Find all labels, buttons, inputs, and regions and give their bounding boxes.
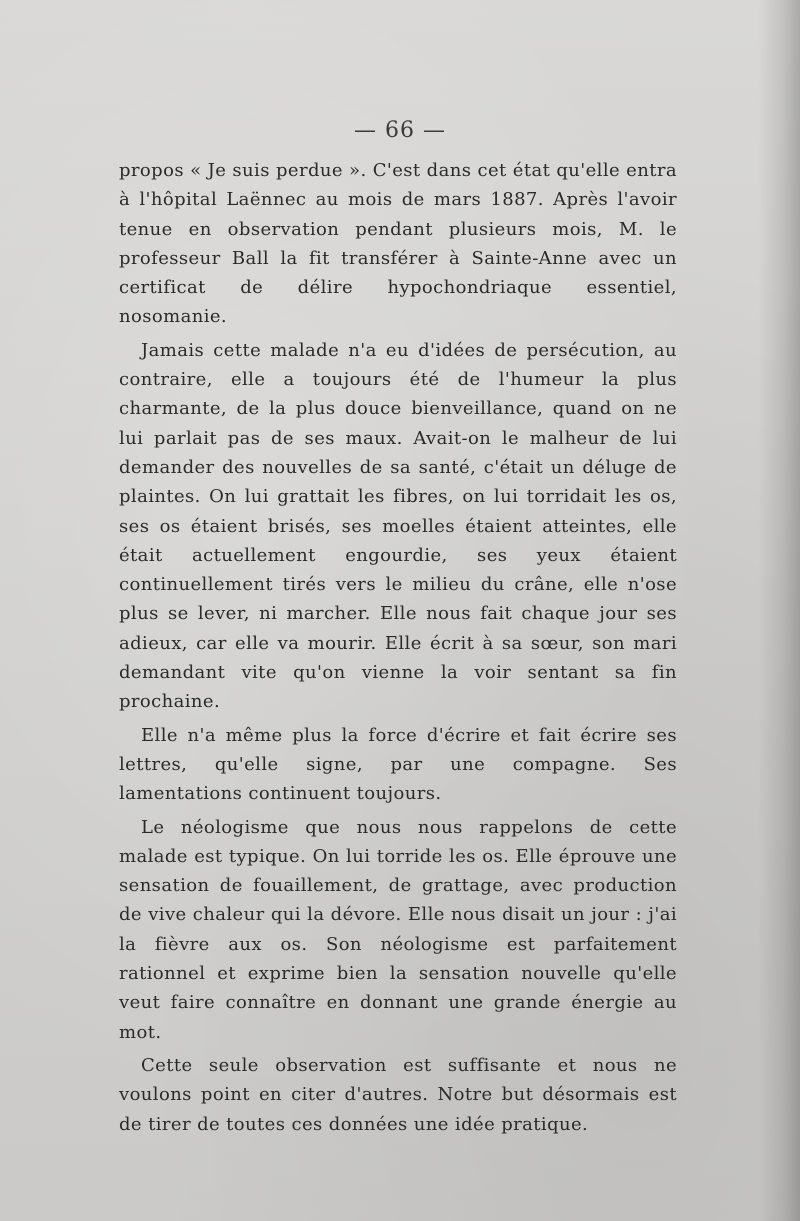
- paragraph-5: Cette seule observation est suffisante et nous ne voulons point en citer d'autres. Notre but désormais est de tirer de toutes ces données une idée pratique.: [119, 1054, 677, 1135]
- page-edge-shadow: [758, 0, 800, 1221]
- paragraph-2: Jamais cette malade n'a eu d'idées de persécution, au contraire, elle a toujours été de l'humeur la plus charmante, de la plus douce bienveillance, quand on ne lui parlait pas de ses maux. Avait-on le malheur de lui demander des nouvelles de sa santé, c'était un déluge de plaintes. On lui grattait les fibres, on lui torridait les os, ses os étaient brisés, ses moelles étaient atteintes, elle était actuellement engourdie, ses yeux étaient continuellement tirés vers le milieu du crâne, elle n'ose plus se lever, ni marcher. Elle nous fait chaque jour ses adieux, car elle va mourir. Elle écrit à sa sœur, son mari demandant vite qu'on vienne la voir sentant sa fin prochaine.: [119, 339, 677, 713]
- paragraph-4: Le néologisme que nous nous rappelons de cette malade est typique. On lui torride les os. Elle éprouve une sensation de fouaillement, de grattage, avec production de vive chaleur qui la dévore. Elle nous disait un jour : j'ai la fièvre aux os. Son néologisme est parfaitement rationnel et exprime bien la sensation nouvelle qu'elle veut faire connaître en donnant une grande énergie au mot.: [119, 816, 677, 1043]
- page-number: — 66 —: [354, 118, 446, 143]
- paragraph-1: propos « Je suis perdue ». C'est dans cet état qu'elle entra à l'hôpital Laënnec au mois de mars 1887. Après l'avoir tenue en observation pendant plusieurs mois, M. le professeur Ball la fit transférer à Sainte-Anne avec un certificat de délire hypochondriaque essentiel, nosomanie.: [119, 160, 677, 328]
- body-text: [119, 156, 677, 1139]
- paragraph-3: Elle n'a même plus la force d'écrire et fait écrire ses lettres, qu'elle signe, par une compagne. Ses lamentations continuent toujours.: [119, 724, 677, 805]
